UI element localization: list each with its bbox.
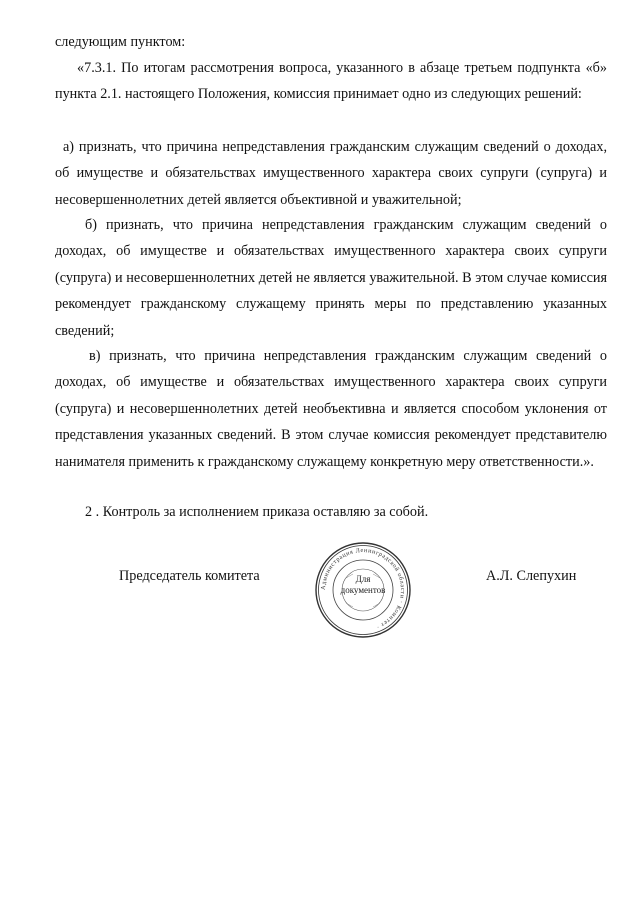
paragraph-item-c: в) признать, что причина непредставления гражданским служащим сведений о доходах, об имуществе и обязательствах имущественного характера своих супруги (супруга) и несовершеннолетних детей необъективна и является способом уклонения от представления указанных сведений. В этом случае комиссия рекомендует представителю нанимателя применить к гражданскому служащему конкретную меру ответственности.». [55,348,607,470]
stamp-center-line2: документов [340,585,386,595]
paragraph-item-b: б) признать, что причина непредставления гражданским служащим сведений о доходах, об имуществе и обязательствах имущественного характера своих супруги (супруга) и несовершеннолетних детей не является уважительной. В этом случае комиссия рекомендует гражданскому служащему принять меры по представлению указанных сведений; [55,217,607,339]
signatory-position: Председатель комитета [119,568,260,584]
stamp-ring-text: Администрация Ленинградской области · Комитет · [319,546,407,631]
paragraph-item-a: а) признать, что причина непредставления гражданским служащим сведений о доходах, об имуществе и обязательствах имущественного характера своих супруги (супруга) и несовершеннолетних детей является объективной и уважительной; [55,139,607,208]
official-stamp [313,540,413,640]
paragraph-intro: следующим пунктом: [55,34,186,50]
signatory-name: А.Л. Слепухин [486,568,577,584]
stamp-center-line1: Для [355,574,371,584]
paragraph-control: 2 . Контроль за исполнением приказа оставляю за собой. [85,504,429,520]
paragraph-7-3-1: «7.3.1. По итогам рассмотрения вопроса, указанного в абзаце третьем подпункта «б» пункта 2.1. настоящего Положения, комиссия принимает одно из следующих решений: [55,60,607,103]
